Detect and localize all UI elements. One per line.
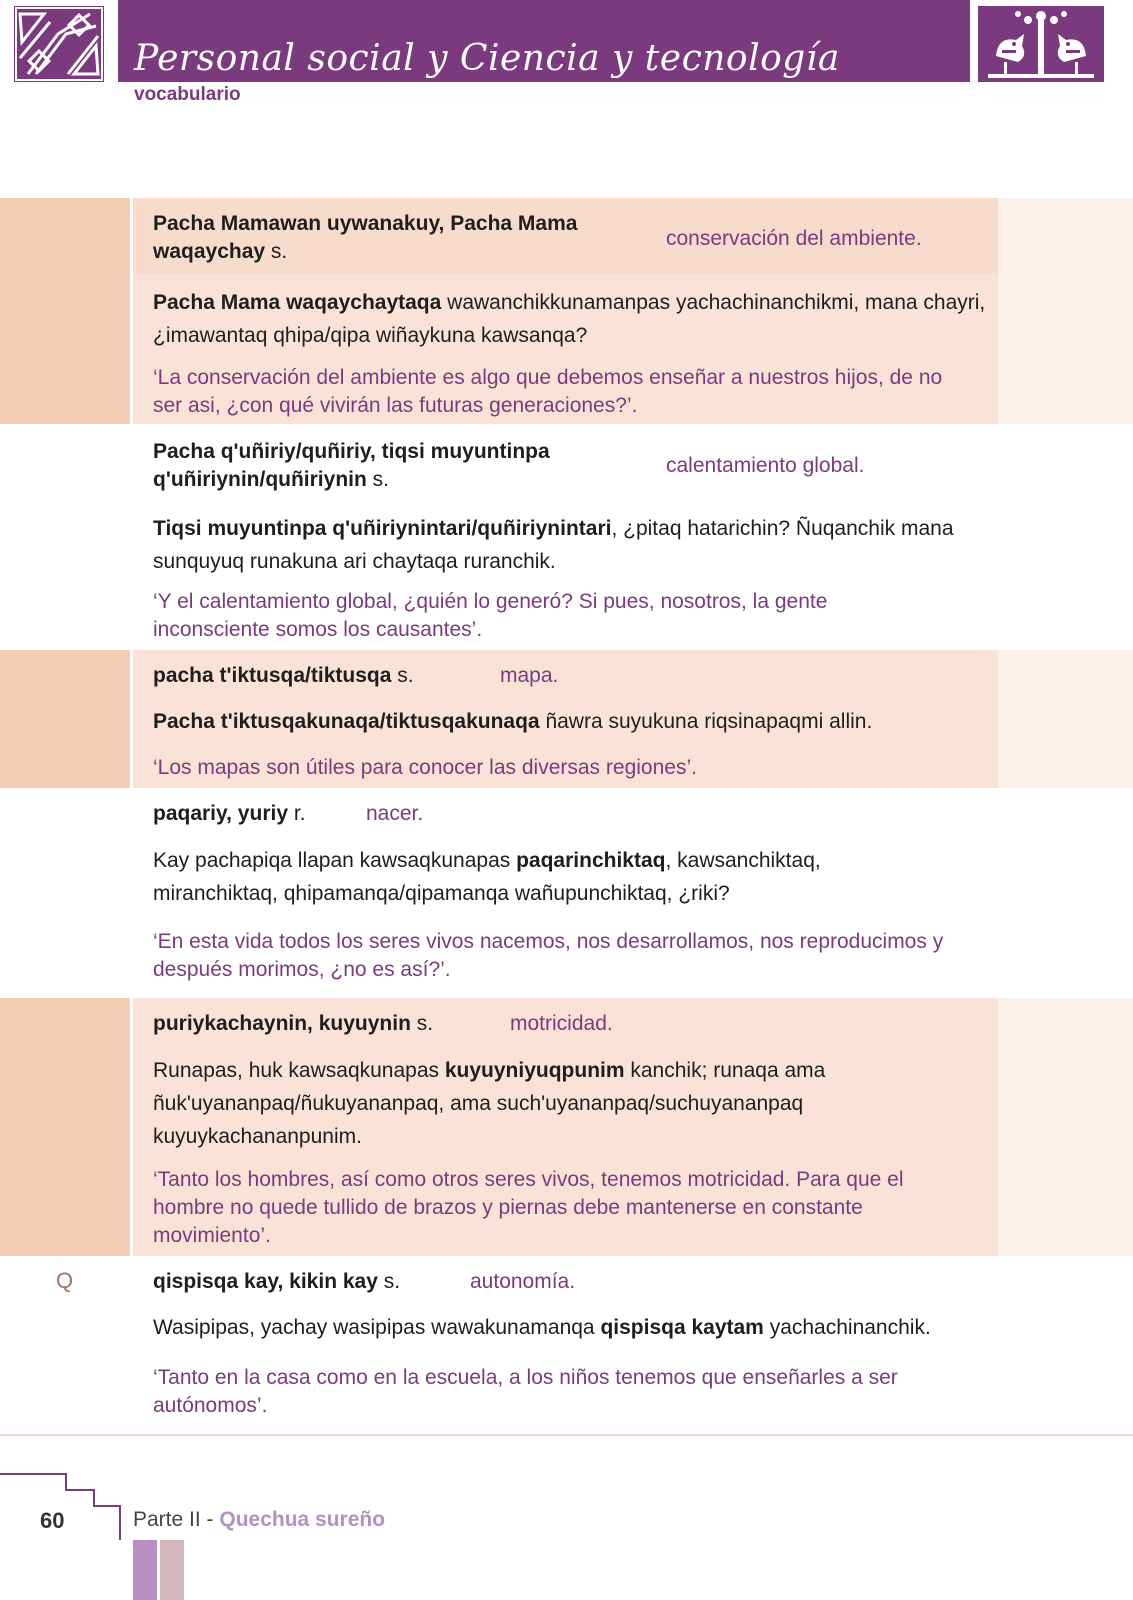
page-number: 60 (40, 1508, 65, 1533)
vocab-entry (0, 198, 1133, 424)
footer-color-bar (133, 1540, 157, 1600)
entry-left-margin (0, 198, 130, 424)
entry-term: pacha t'iktusqa/tiktusqa (153, 664, 392, 687)
entry-example (153, 1314, 1003, 1342)
entry-pos: s. (416, 1012, 434, 1035)
entry-headword (153, 1268, 400, 1296)
entry-headword (153, 210, 648, 266)
entry-translation: ‘Y el calentamiento global, ¿quién lo generó? Si pues, nosotros, la gente inconsciente somos los causantes’. (153, 590, 828, 641)
entry-example (153, 286, 988, 352)
entry-headword (153, 438, 623, 494)
example-text: , ¿pitaq hatarichin? Ñuqanchik mana sunquyuq runakuna ari chaytaqa ruranchik. (153, 517, 954, 573)
footer-part: Parte II - (133, 1508, 220, 1531)
andean-geometric-pattern-icon (14, 6, 104, 82)
example-highlight: paqarinchiktaq (516, 849, 666, 872)
example-highlight: Tiqsi muyuntinpa q'uñiriynintari/quñiriynintari (153, 517, 612, 540)
entry-definition: calentamiento global. (666, 454, 865, 477)
entry-translation: ‘La conservación del ambiente es algo que debemos enseñar a nuestros hijos, de no ser asi, ¿con qué vivirán las futuras generaciones?’. (153, 366, 943, 417)
vocab-entry (0, 788, 1133, 998)
example-text: ñawra suyukuna riqsinapaqmi allin. (539, 710, 873, 733)
entry-term: paqariy, yuriy (153, 802, 289, 825)
example-text: Kay pachapiqa llapan kawsaqkunapas (153, 849, 517, 872)
example-text: kanchik; runaqa ama ñuk'uyananpaq/ñukuyananpaq, ama such'uyananpaq/suchuyananpaq kuyuykachananpunim. (153, 1059, 826, 1148)
entry-term: puriykachaynin, kuyuynin (153, 1012, 411, 1035)
entry-pos: s. (270, 240, 288, 263)
header-left-ornament (0, 0, 118, 82)
example-text: Wasipipas, yachay wasipipas wawakunamanqa (153, 1316, 601, 1339)
entry-translation: ‘En esta vida todos los seres vivos nacemos, nos desarrollamos, nos reproducimos y después morimos, ¿no es así?’. (153, 930, 944, 981)
vocab-entry (0, 650, 1133, 788)
vocab-entry (0, 998, 1133, 1256)
entry-definition: autonomía. (470, 1270, 576, 1293)
example-highlight: Pacha t'iktusqakunaqa/tiktusqakunaqa (153, 710, 540, 733)
example-text: Runapas, huk kawsaqkunapas (153, 1059, 445, 1082)
entry-translation: ‘Los mapas son útiles para conocer las diversas regiones’. (153, 756, 697, 779)
entry-definition: motricidad. (510, 1012, 613, 1035)
entry-left-margin (0, 650, 130, 788)
bottom-divider (0, 1434, 1133, 1436)
entry-headword (153, 1010, 433, 1038)
entry-example (153, 844, 933, 910)
section-label: vocabulario (134, 84, 241, 105)
entry-definition: nacer. (366, 802, 424, 825)
entry-headword (153, 662, 414, 690)
entry-translation: ‘Tanto en la casa como en la escuela, a los niños tenemos que enseñarles a ser autónomos’. (153, 1366, 898, 1417)
example-text: yachachinanchik. (763, 1316, 931, 1339)
header-right-ornament (970, 0, 1133, 82)
vocab-entry (0, 424, 1133, 650)
entry-right-margin (998, 198, 1133, 424)
entry-pos: s. (372, 468, 390, 491)
entry-translation: ‘Tanto los hombres, así como otros seres vivos, tenemos motricidad. Para que el hombre no quede tullido de brazos y piernas debe mantenerse en constante movimiento’. (153, 1168, 904, 1247)
entry-example (153, 708, 983, 736)
entry-term: Pacha q'uñiriy/quñiriy, tiqsi muyuntinpa q'uñiriynin/quñiriynin (153, 440, 550, 491)
andean-birds-tree-pattern-icon (978, 6, 1104, 82)
entry-right-margin (998, 998, 1133, 1256)
entry-pos: s. (383, 1270, 401, 1293)
footer-language: Quechua sureño (219, 1508, 386, 1531)
entry-example (153, 512, 983, 578)
entry-pos: s. (397, 664, 414, 687)
footer-color-bar (160, 1540, 184, 1600)
entry-headword (153, 800, 306, 828)
example-highlight: Pacha Mama waqaychaytaqa (153, 291, 442, 314)
footer-step-line (0, 1470, 140, 1540)
footer-label (133, 1508, 385, 1532)
entry-definition: mapa. (500, 664, 559, 687)
alphabet-letter: Q (56, 1268, 74, 1293)
entry-example (153, 1054, 873, 1153)
entry-pos: r. (293, 802, 306, 825)
entry-term: qispisqa kay, kikin kay (153, 1270, 378, 1293)
example-highlight: kuyuyniyuqpunim (444, 1059, 625, 1082)
vocab-entry (0, 1256, 1133, 1434)
entry-definition: conservación del ambiente. (666, 227, 922, 250)
page-title: Personal social y Ciencia y tecnología (134, 38, 840, 79)
example-text: wawanchikkunamanpas yachachinanchikmi, mana chayri, ¿imawantaq qhipa/qipa wiñaykuna kawsanqa? (153, 291, 986, 347)
entry-left-margin (0, 998, 130, 1256)
entry-term: Pacha Mamawan uywanakuy, Pacha Mama waqaychay (153, 212, 578, 263)
example-text: , kawsanchiktaq, miranchiktaq, qhipamanqa/qipamanqa wañupunchiktaq, ¿riki? (153, 849, 821, 905)
entry-right-margin (998, 650, 1133, 788)
example-highlight: qispisqa kaytam (600, 1316, 764, 1339)
